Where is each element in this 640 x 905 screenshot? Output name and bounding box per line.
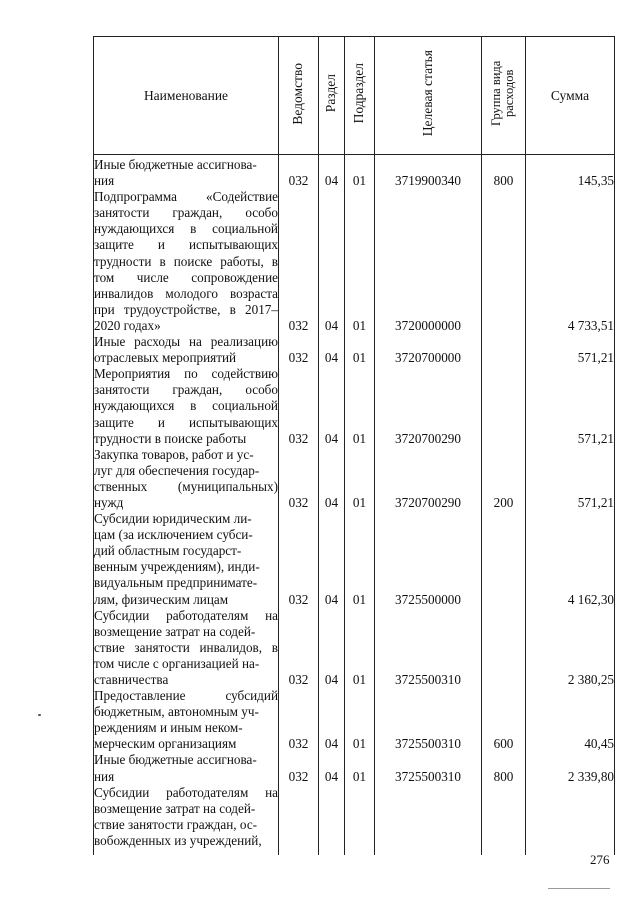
spacer-cell xyxy=(375,849,482,855)
row-vedomstvo: 032 xyxy=(279,334,319,366)
row-name: Субсидии юридическим ли- цам (за исключением субси- дий областным государст- венным учреждениям), инди- видуальным предпринимате- лям, физическим лицам xyxy=(94,511,279,608)
footer-rule xyxy=(548,888,610,889)
table-body xyxy=(94,155,615,856)
row-summa: 571,21 xyxy=(526,447,615,511)
row-celevaya-statya: 3720000000 xyxy=(375,189,482,334)
table-row xyxy=(94,334,615,366)
row-celevaya-statya: 3725500310 xyxy=(375,752,482,784)
table-row xyxy=(94,752,615,784)
header-celevaya-statya: Целевая статья xyxy=(375,37,482,155)
row-razdel: 04 xyxy=(319,688,345,752)
spacer-cell xyxy=(482,849,526,855)
row-summa: 2 380,25 xyxy=(526,608,615,688)
row-celevaya-statya: 3720700290 xyxy=(375,366,482,446)
row-name: Иные бюджетные ассигнова- ния xyxy=(94,752,279,784)
row-vedomstvo: 032 xyxy=(279,155,319,190)
row-name: Закупка товаров, работ и ус- луг для обеспечения государ- ственных (муниципальных) нужд xyxy=(94,446,278,510)
row-gruppa xyxy=(482,189,526,334)
row-podrazdel: 01 xyxy=(345,366,375,446)
row-vedomstvo: 032 xyxy=(279,189,319,334)
row-summa: 571,21 xyxy=(526,334,615,366)
row-summa: 40,45 xyxy=(526,688,615,752)
row-vedomstvo: 032 xyxy=(279,608,319,688)
budget-table xyxy=(93,36,615,855)
row-razdel: 04 xyxy=(319,608,345,688)
table-row xyxy=(94,511,615,608)
spacer-cell xyxy=(279,849,319,855)
row-name: Мероприятия по содействию занятости граждан, особо нуждающихся в социальной защите и испытывающих трудности в поиске работы xyxy=(94,366,278,446)
table-row xyxy=(94,155,615,190)
row-razdel: 04 xyxy=(319,189,345,334)
row-vedomstvo: 032 xyxy=(279,447,319,511)
row-gruppa: 200 xyxy=(482,447,526,511)
row-vedomstvo: 032 xyxy=(279,366,319,446)
row-razdel: 04 xyxy=(319,155,345,190)
row-summa: 4 162,30 xyxy=(526,511,615,608)
row-summa: 2 339,80 xyxy=(526,752,615,784)
table-header xyxy=(94,37,615,155)
row-celevaya-statya: 3725500310 xyxy=(375,688,482,752)
row-podrazdel: 01 xyxy=(345,189,375,334)
header-gruppa-vida-raskhodov: Группа вида расходов xyxy=(482,37,526,155)
row-gruppa xyxy=(482,608,526,688)
row-name: Субсидии работодателям на возмещение затрат на содей- ствие занятости граждан, ос- вобожденных из учреждений, xyxy=(94,784,278,848)
header-podrazdel: Подраздел xyxy=(345,37,375,155)
row-name: Субсидии работодателям на возмещение затрат на содей- ствие занятости инвалидов, в том числе с организацией на- ставничества xyxy=(94,607,278,687)
row-razdel: 04 xyxy=(319,752,345,784)
row-podrazdel: 01 xyxy=(345,511,375,608)
row-celevaya-statya: 3725500310 xyxy=(375,608,482,688)
row-name: Иные расходы на реализацию отраслевых мероприятий xyxy=(94,334,278,366)
row-summa: 145,35 xyxy=(526,155,615,190)
row-gruppa xyxy=(482,511,526,608)
header-vedomstvo: Ведомство xyxy=(279,37,319,155)
row-gruppa xyxy=(482,366,526,446)
row-summa xyxy=(526,785,615,849)
row-razdel xyxy=(319,785,345,849)
row-gruppa: 800 xyxy=(482,752,526,784)
scan-speck xyxy=(38,714,41,716)
row-podrazdel: 01 xyxy=(345,688,375,752)
row-summa: 4 733,51 xyxy=(526,189,615,334)
spacer-cell xyxy=(94,849,279,855)
spacer-cell xyxy=(345,849,375,855)
table-row xyxy=(94,447,615,511)
row-razdel: 04 xyxy=(319,334,345,366)
row-name: Предоставление субсидий бюджетным, автономным уч- реждениям и иным неком- мерческим организациям xyxy=(94,688,278,752)
table-row xyxy=(94,688,615,752)
row-celevaya-statya: 3720700290 xyxy=(375,447,482,511)
row-vedomstvo: 032 xyxy=(279,752,319,784)
row-podrazdel: 01 xyxy=(345,752,375,784)
table-row xyxy=(94,785,615,849)
row-gruppa xyxy=(482,334,526,366)
row-razdel: 04 xyxy=(319,511,345,608)
row-razdel: 04 xyxy=(319,447,345,511)
table-row xyxy=(94,189,615,334)
row-name: Иные бюджетные ассигнова- ния xyxy=(94,155,279,190)
row-podrazdel: 01 xyxy=(345,155,375,190)
row-celevaya-statya xyxy=(375,785,482,849)
row-podrazdel: 01 xyxy=(345,608,375,688)
table-row xyxy=(94,608,615,688)
row-vedomstvo: 032 xyxy=(279,688,319,752)
row-podrazdel: 01 xyxy=(345,447,375,511)
row-podrazdel: 01 xyxy=(345,334,375,366)
row-gruppa: 800 xyxy=(482,155,526,190)
spacer-cell xyxy=(319,849,345,855)
table-row-spacer xyxy=(94,849,615,855)
header-razdel: Раздел xyxy=(319,37,345,155)
row-celevaya-statya: 3720700000 xyxy=(375,334,482,366)
row-vedomstvo: 032 xyxy=(279,511,319,608)
page-number: 276 xyxy=(590,852,610,867)
row-podrazdel xyxy=(345,785,375,849)
row-gruppa xyxy=(482,785,526,849)
row-summa: 571,21 xyxy=(526,366,615,446)
row-name: Подпрограмма «Содействие занятости граждан, особо нуждающихся в социальной защите и испытывающих трудности в поиске работы, в том числе сопровождение инвалидов молодого возраста при трудоустройстве, в 2017–2020 годах» xyxy=(94,189,278,333)
header-name: Наименование xyxy=(94,37,279,155)
row-gruppa: 600 xyxy=(482,688,526,752)
header-summa: Сумма xyxy=(526,37,615,155)
row-celevaya-statya: 3725500000 xyxy=(375,511,482,608)
table-row xyxy=(94,366,615,446)
row-vedomstvo xyxy=(279,785,319,849)
row-celevaya-statya: 3719900340 xyxy=(375,155,482,190)
row-razdel: 04 xyxy=(319,366,345,446)
